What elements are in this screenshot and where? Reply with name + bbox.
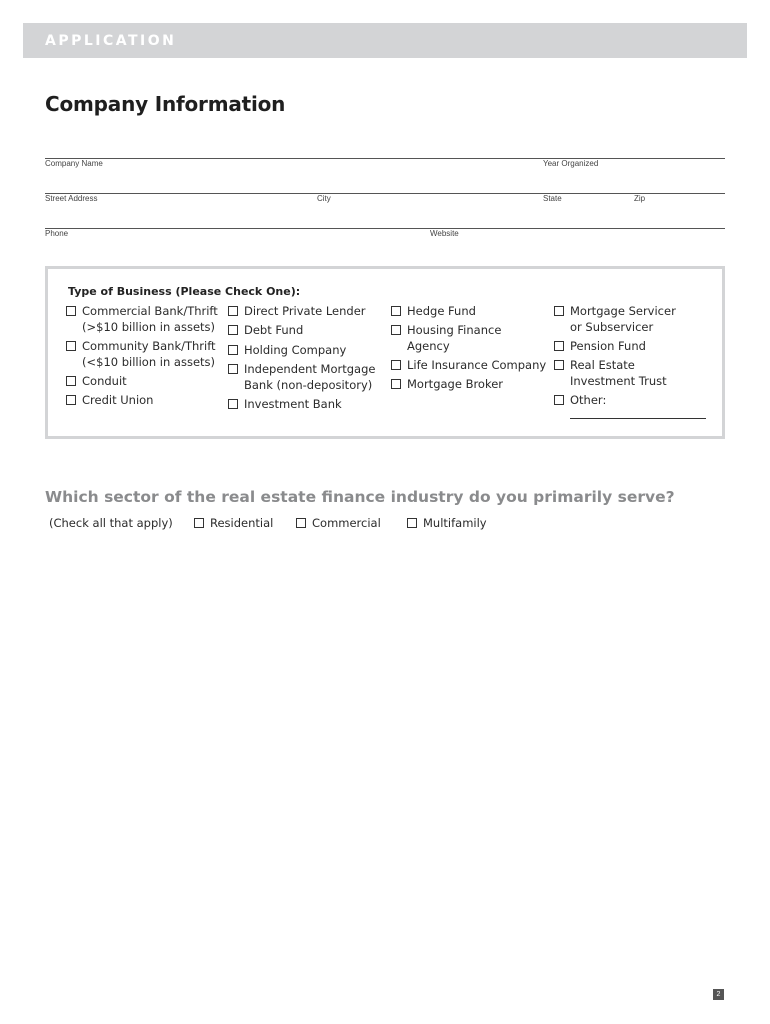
- checkbox[interactable]: [66, 341, 76, 351]
- option-direct-private-lender[interactable]: Direct Private Lender: [228, 304, 366, 320]
- checkbox[interactable]: [554, 360, 564, 370]
- checkbox[interactable]: [554, 395, 564, 405]
- sector-option-multifamily[interactable]: Multifamily: [407, 516, 487, 532]
- banner-label: APPLICATION: [45, 33, 177, 49]
- city-label: City: [317, 194, 331, 203]
- page-number: 2: [713, 989, 724, 1000]
- company-name-field[interactable]: [45, 158, 725, 159]
- checkbox[interactable]: [66, 376, 76, 386]
- state-label: State: [543, 194, 562, 203]
- option-other[interactable]: Other:: [554, 393, 606, 409]
- checkbox[interactable]: [228, 364, 238, 374]
- option-hedge-fund[interactable]: Hedge Fund: [391, 304, 476, 320]
- sector-note: (Check all that apply): [49, 516, 173, 530]
- business-type-box: [45, 266, 725, 439]
- checkbox[interactable]: [194, 518, 204, 528]
- phone-field[interactable]: [45, 228, 725, 229]
- option-housing-finance-agency[interactable]: Housing Finance Agency: [391, 323, 501, 354]
- sector-question: Which sector of the real estate finance industry do you primarily serve?: [45, 488, 675, 506]
- checkbox[interactable]: [228, 306, 238, 316]
- option-commercial-bank[interactable]: Commercial Bank/Thrift (>$10 billion in assets): [66, 304, 218, 335]
- header-banner: [23, 23, 747, 58]
- checkbox[interactable]: [391, 360, 401, 370]
- street-address-label: Street Address: [45, 194, 98, 203]
- company-name-label: Company Name: [45, 159, 103, 168]
- option-conduit[interactable]: Conduit: [66, 374, 127, 390]
- checkbox[interactable]: [554, 341, 564, 351]
- checkbox[interactable]: [391, 306, 401, 316]
- street-address-field[interactable]: [45, 193, 725, 194]
- option-mortgage-broker[interactable]: Mortgage Broker: [391, 377, 503, 393]
- business-type-title: Type of Business (Please Check One):: [68, 285, 301, 298]
- option-mortgage-servicer[interactable]: Mortgage Servicer or Subservicer: [554, 304, 676, 335]
- checkbox[interactable]: [554, 306, 564, 316]
- checkbox[interactable]: [66, 395, 76, 405]
- checkbox[interactable]: [228, 399, 238, 409]
- option-holding-company[interactable]: Holding Company: [228, 343, 346, 359]
- option-community-bank[interactable]: Community Bank/Thrift (<$10 billion in assets): [66, 339, 216, 370]
- page-title: Company Information: [45, 92, 286, 116]
- checkbox[interactable]: [228, 345, 238, 355]
- checkbox[interactable]: [296, 518, 306, 528]
- option-reit[interactable]: Real Estate Investment Trust: [554, 358, 667, 389]
- phone-label: Phone: [45, 229, 69, 238]
- year-organized-label: Year Organized: [543, 159, 599, 168]
- checkbox[interactable]: [391, 379, 401, 389]
- sector-option-commercial[interactable]: Commercial: [296, 516, 381, 532]
- checkbox[interactable]: [391, 325, 401, 335]
- checkbox[interactable]: [407, 518, 417, 528]
- option-pension-fund[interactable]: Pension Fund: [554, 339, 646, 355]
- sector-option-residential[interactable]: Residential: [194, 516, 273, 532]
- zip-label: Zip: [634, 194, 646, 203]
- option-independent-mortgage-bank[interactable]: Independent Mortgage Bank (non-depository): [228, 362, 375, 393]
- option-investment-bank[interactable]: Investment Bank: [228, 397, 342, 413]
- checkbox[interactable]: [66, 306, 76, 316]
- option-debt-fund[interactable]: Debt Fund: [228, 323, 303, 339]
- option-credit-union[interactable]: Credit Union: [66, 393, 153, 409]
- website-label: Website: [430, 229, 459, 238]
- option-life-insurance-company[interactable]: Life Insurance Company: [391, 358, 546, 374]
- checkbox[interactable]: [228, 325, 238, 335]
- other-input-line[interactable]: [570, 418, 706, 419]
